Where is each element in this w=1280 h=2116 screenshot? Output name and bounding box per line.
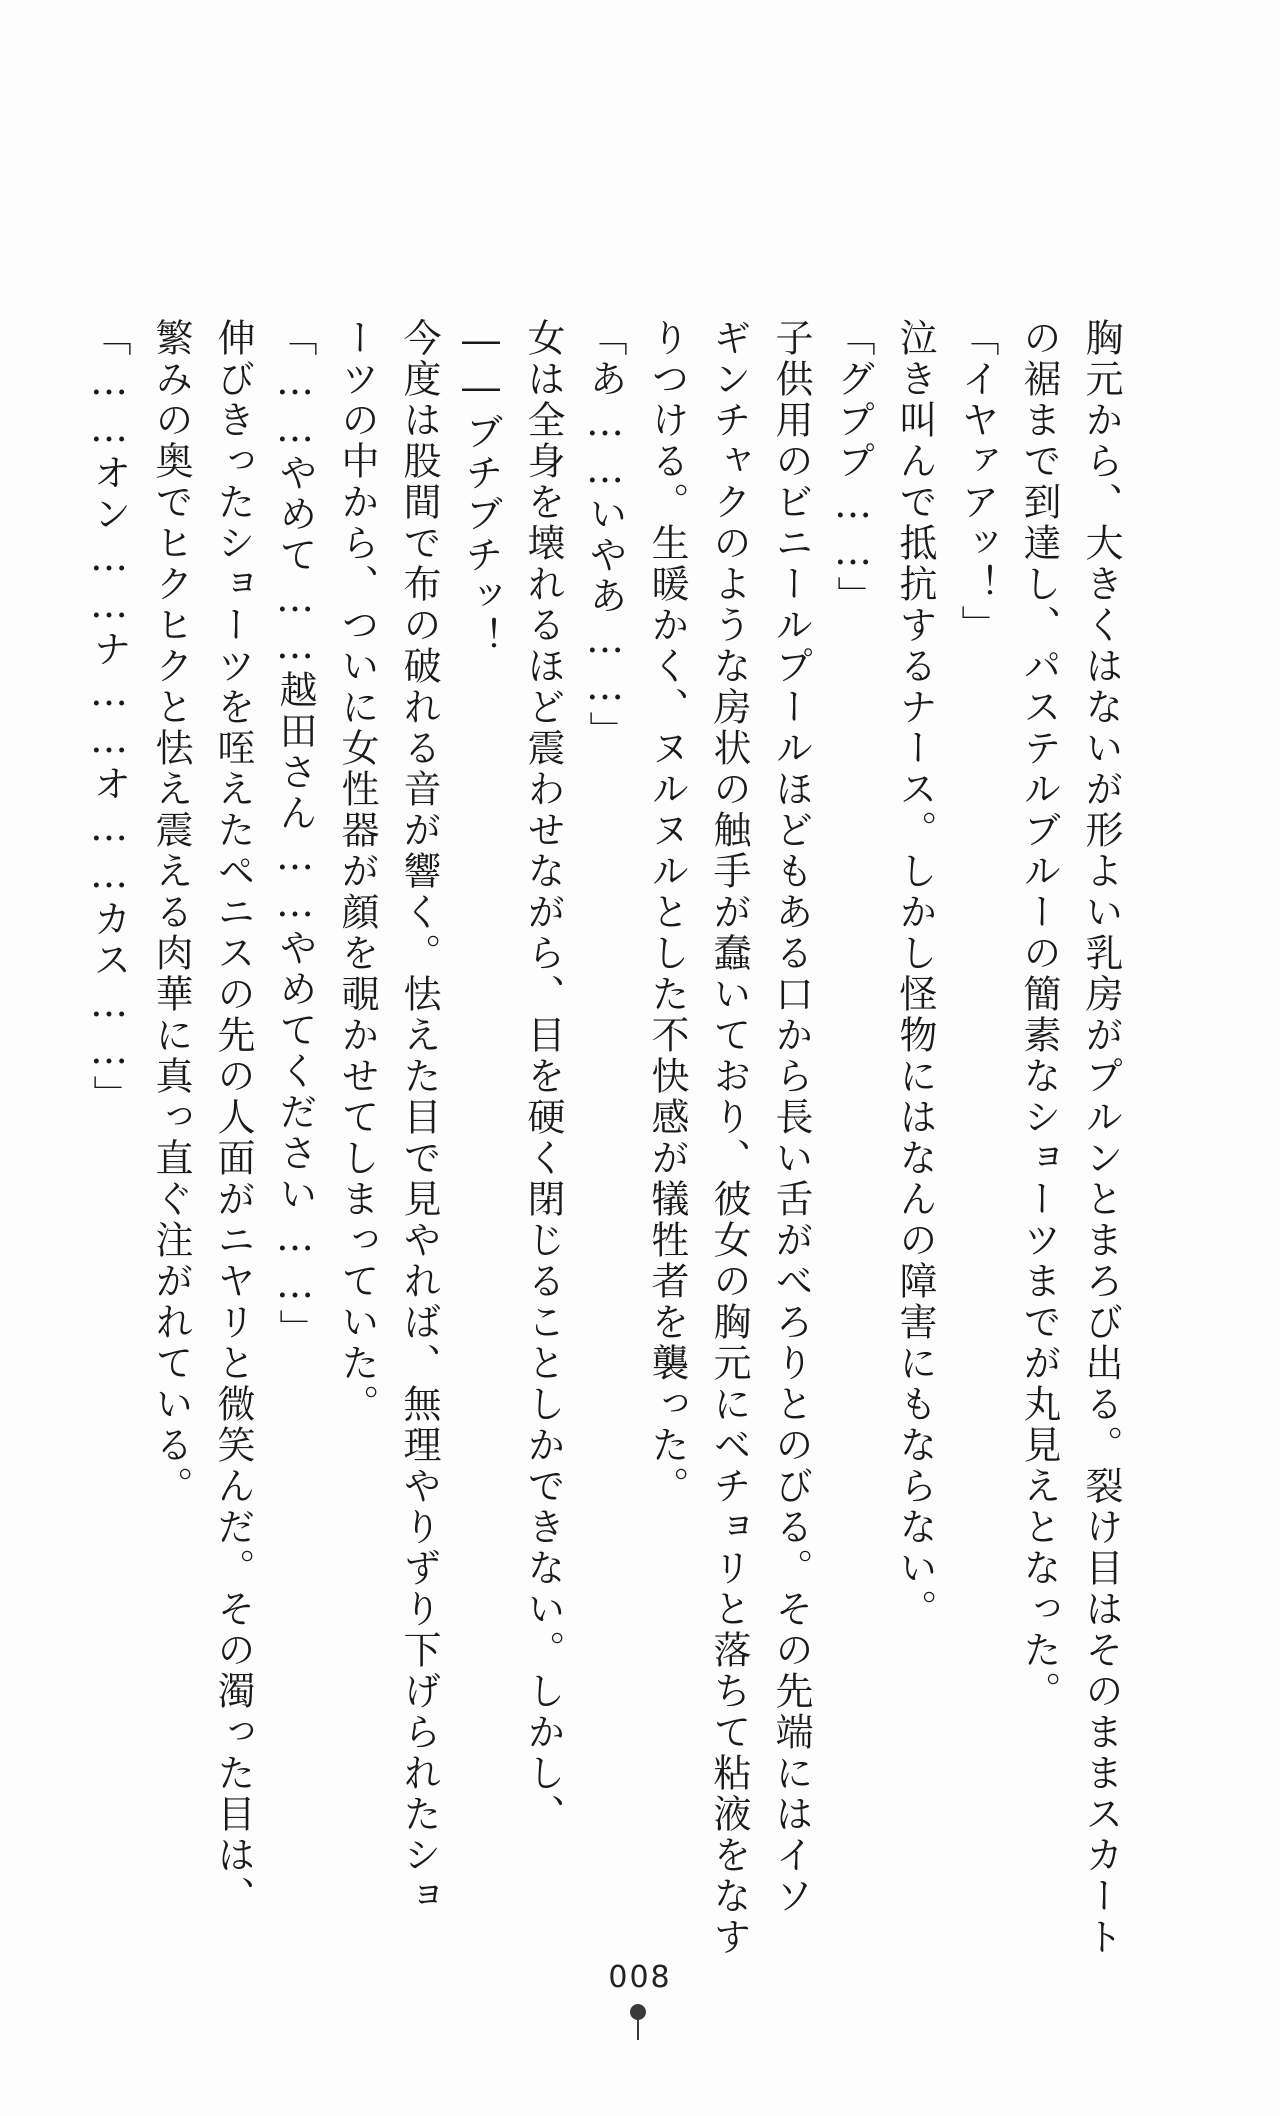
text-line: 「……オン……ナ……オ……カス……」	[87, 318, 131, 1116]
text-line: ーツの中から、ついに女性器が顔を覗かせてしまっていた。	[335, 318, 379, 1425]
text-line: 子供用のビニールプールほどもある口から長い舌がべろりとのびる。その先端にはイソ	[769, 318, 813, 1917]
text-line: ――ブチブチッ！	[459, 318, 503, 658]
text-line: 胸元から、大きくはないが形よい乳房がプルンとまろび出る。裂け目はそのままスカート	[1079, 318, 1123, 1958]
text-line: 伸びきったショーツを咥えたペニスの先の人面がニヤリと微笑んだ。その濁った目は、	[211, 318, 255, 1917]
text-line: 「グププ……」	[831, 318, 875, 617]
text-line: 「……やめて……越田さん……やめてください……」	[273, 318, 317, 1350]
text-line: の裾まで到達し、パステルブルーの簡素なショーツまでが丸見えとなった。	[1017, 318, 1061, 1712]
text-line: 泣き叫んで抵抗するナース。しかし怪物にはなんの障害にもならない。	[893, 318, 937, 1630]
bookmark-stem-icon	[637, 2018, 639, 2040]
text-line: 「イヤァアッ！」	[955, 318, 999, 646]
text-line: 「あ……いやあ……」	[583, 318, 627, 752]
text-line: りつける。生暖かく、ヌルヌルとした不快感が犠牲者を襲った。	[645, 318, 689, 1507]
vertical-text-body	[78, 318, 1132, 1958]
text-line: 繁みの奥でヒクヒクと怯え震える肉華に真っ直ぐ注がれている。	[149, 318, 193, 1507]
page-number: 008	[608, 1960, 672, 1995]
text-line: 女は全身を壊れるほど震わせながら、目を硬く閉じることしかできない。しかし、	[521, 318, 565, 1835]
text-line: ギンチャクのような房状の触手が蠢いており、彼女の胸元にベチョリと落ちて粘液をなす	[707, 318, 751, 1958]
text-line: 今度は股間で布の破れる音が響く。怯えた目で見やれば、無理やりずり下げられたショ	[397, 318, 441, 1917]
